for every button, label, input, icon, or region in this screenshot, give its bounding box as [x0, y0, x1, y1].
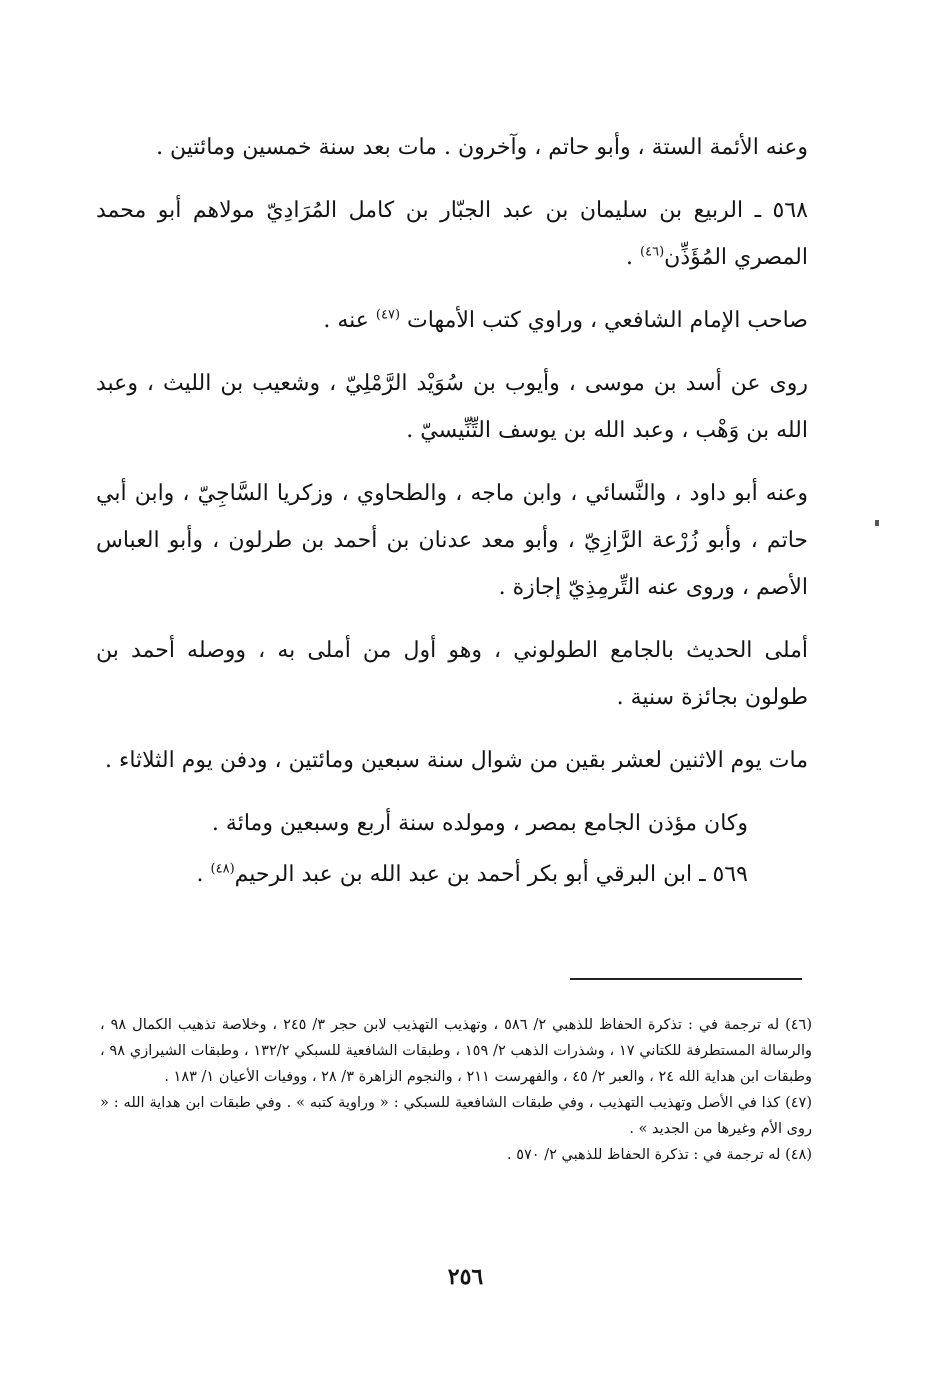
paragraph-3-text: صاحب الإمام الشافعي ، وراوي كتب الأمهات [407, 308, 808, 333]
entry-568-tail: . [626, 245, 641, 270]
paragraph-569-heading [96, 851, 808, 898]
entry-569-tail: . [196, 862, 211, 887]
paragraph-6: أملى الحديث بالجامع الطولوني ، وهو أول من أملى به ، ووصله أحمد بن طولون بجائزة سنية . [96, 638, 808, 710]
footnote-ref-48[interactable]: (٤٨) [210, 861, 235, 877]
paragraph-568-heading [96, 187, 808, 281]
footnote-separator [570, 978, 802, 980]
main-text-body [96, 124, 808, 902]
footnote-ref-46[interactable]: (٤٦) [640, 244, 665, 260]
footnote-47: (٤٧) كذا في الأصل وتهذيب التهذيب ، وفي طبقات الشافعية للسبكي : « وراوية كتبه » . وفي طبقات ابن هداية الله : « روى الأم وغيرها من الجديد » . [100, 1095, 812, 1137]
margin-mark [875, 520, 879, 526]
page-number: ٢٥٦ [447, 1264, 484, 1290]
entry-569-text: ٥٦٩ ـ ابن البرقي أبو بكر أحمد بن عبد الله بن عبد الرحيم [234, 862, 748, 887]
paragraph-5: وعنه أبو داود ، والنَّسائي ، وابن ماجه ، والطحاوي ، وزكريا السَّاجِيّ ، وابن أبي حاتم ، وأبو زُرْعة الرَّازِيّ ، وأبو معد عدنان بن أحمد بن طرلون ، وأبو العباس الأصم ، وروى عنه التِّرمِذِيّ إجازة . [96, 481, 808, 600]
paragraph-8: وكان مؤذن الجامع بمصر ، ومولده سنة أربع وسبعين ومائة . [211, 811, 748, 836]
footnote-ref-47[interactable]: (٤٧) [375, 307, 401, 323]
footnote-46: (٤٦) له ترجمة في : تذكرة الحفاظ للذهبي ٢/ ٥٨٦ ، وتهذيب التهذيب لابن حجر ٣/ ٢٤٥ ، وخلاصة تذهيب الكمال ٩٨ ، والرسالة المستطرفة للكتاني ١٧ ، وشذرات الذهب ٢/ ١٥٩ ، وطبقات الشافعية للسبكي ١٣٢/٢ ، وطبقات الشيرازي ٩٨ ، وطبقات ابن هداية الله ٢٤ ، والعبر ٢/ ٤٥ ، والفهرست ٢١١ ، والنجوم الزاهرة ٣/ ٢٨ ، ووفيات الأعيان ١/ ١٨٣ . [100, 1017, 813, 1085]
paragraph-4: روى عن أسد بن موسى ، وأيوب بن سُوَيْد الرَّمْلِيّ ، وشعيب بن الليث ، وعبد الله بن وَهْب ، وعبد الله بن يوسف التِّنِّيسيّ . [96, 371, 808, 443]
footnote-48: (٤٨) له ترجمة في : تذكرة الحفاظ للذهبي ٢/ ٥٧٠ . [507, 1147, 812, 1163]
entry-568-text: ٥٦٨ ـ الربيع بن سليمان بن عبد الجبّار بن كامل المُرَادِيّ مولاهم أبو محمد المصري المُؤَذِّن [96, 198, 808, 270]
paragraph-3-tail: عنه . [323, 308, 376, 333]
paragraph-7: مات يوم الاثنين لعشر بقين من شوال سنة سبعين ومائتين ، ودفن يوم الثلاثاء . [104, 748, 808, 773]
paragraph-3 [96, 297, 808, 344]
footnotes [100, 1012, 812, 1168]
paragraph-1: وعنه الأئمة الستة ، وأبو حاتم ، وآخرون . مات بعد سنة خمسين ومائتين . [156, 135, 808, 160]
